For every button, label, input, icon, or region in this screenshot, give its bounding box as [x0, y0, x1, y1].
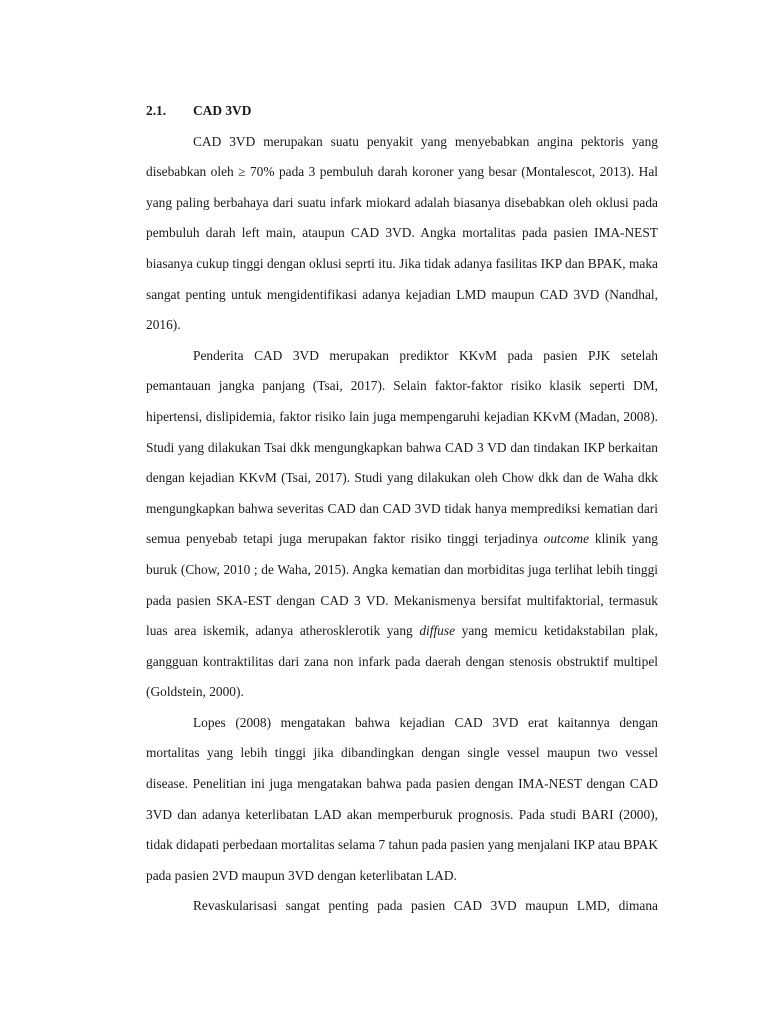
italic-term-outcome: outcome — [543, 531, 590, 547]
section-number: 2.1. — [146, 103, 167, 118]
paragraph-2-text-a: Penderita CAD 3VD merupakan prediktor KKvM pada pasien PJK setelah pemantauan jangka panjang (Tsai, 2017). Selain faktor-faktor risiko klasik seperti DM, hipertensi, dislipidemia, faktor risiko lain juga mempengaruhi kejadian KKvM (Madan, 2008). Studi yang dilakukan Tsai dkk mengungkapkan bahwa CAD 3 VD dan tindakan IKP berkaitan dengan kejadian KKvM (Tsai, 2017). Studi yang dilakukan oleh Chow dkk dan de Waha dkk mengungkapkan bahwa severitas CAD dan CAD 3VD tidak hanya memprediksi kematian dari semua penyebab tetapi juga merupakan faktor risiko tinggi terjadinya — [146, 347, 658, 547]
paragraph-1: CAD 3VD merupakan suatu penyakit yang menyebabkan angina pektoris yang disebabkan oleh ≥ 70% pada 3 pembuluh darah koroner yang besar (Montalescot, 2013). Hal yang paling berbahaya dari suatu infark miokard adalah biasanya disebabkan oleh oklusi pada pembuluh darah left main, ataupun CAD 3VD. Angka mortalitas pada pasien IMA-NEST biasanya cukup tinggi dengan oklusi seprti itu. Jika tidak adanya fasilitas IKP dan BPAK, maka sangat penting untuk mengidentifikasi adanya kejadian LMD maupun CAD 3VD (Nandhal, 2016). — [146, 133, 658, 333]
italic-term-diffuse: diffuse — [419, 623, 456, 639]
paragraph-4: Revaskularisasi sangat penting pada pasien CAD 3VD maupun LMD, dimana — [193, 898, 658, 914]
section-title: CAD 3VD — [193, 103, 252, 118]
paragraph-2-text-b: klinik yang buruk (Chow, 2010 ; de Waha, 2015). Angka kematian dan morbiditas juga terlihat lebih tinggi pada pasien SKA-EST dengan CAD 3 VD. Mekanismenya bersifat multifaktorial, termasuk luas area iskemik, adanya atherosklerotik yang — [146, 531, 658, 639]
paragraph-2 — [146, 341, 658, 708]
paragraph-3: Lopes (2008) mengatakan bahwa kejadian CAD 3VD erat kaitannya dengan mortalitas yang lebih tinggi jika dibandingkan dengan single vessel maupun two vessel disease. Penelitian ini juga mengatakan bahwa pada pasien dengan IMA-NEST dengan CAD 3VD dan adanya keterlibatan LAD akan memperburuk prognosis. Pada studi BARI (2000), tidak didapati perbedaan mortalitas selama 7 tahun pada pasien yang menjalani IKP atau BPAK pada pasien 2VD maupun 3VD dengan keterlibatan LAD. — [146, 714, 658, 883]
section-heading — [146, 96, 658, 127]
paragraph-2-text-c: yang memicu ketidakstabilan plak, gangguan kontraktilitas dari zana non infark pada daerah dengan stenosis obstruktif multipel (Goldstein, 2000). — [146, 623, 658, 700]
document-page — [146, 96, 658, 922]
